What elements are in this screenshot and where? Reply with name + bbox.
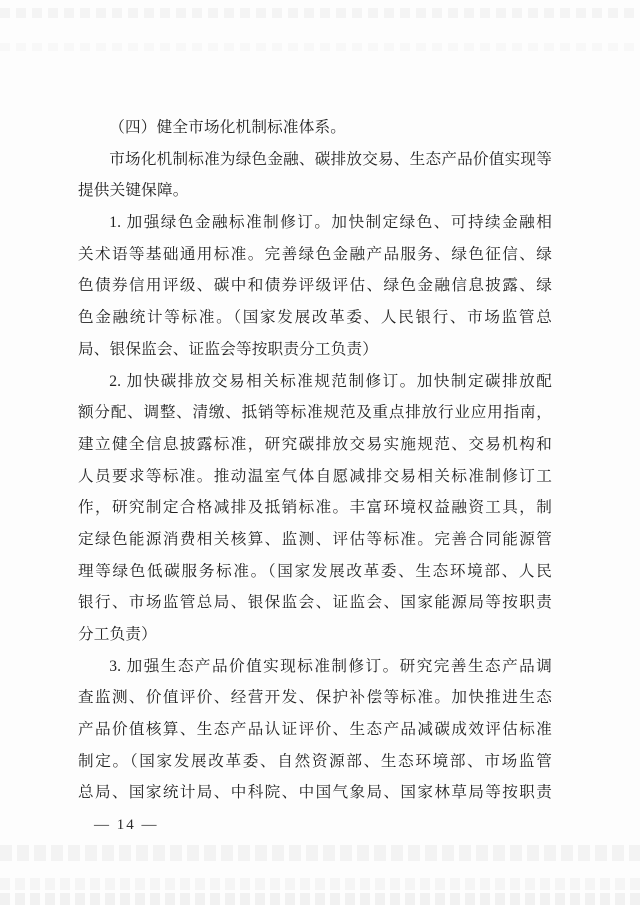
page-number: — 14 — bbox=[94, 817, 159, 833]
paragraph-line: 查监测、价值评价、经营开发、保护补偿等标准。加快推进生态 bbox=[78, 689, 552, 707]
list-item-3-line: 3. 加强生态产品价值实现标准制修订。研究完善生态产品调 bbox=[109, 657, 552, 675]
list-item-2-line: 2. 加快碳排放交易相关标准规范制修订。加快制定碳排放配 bbox=[109, 372, 552, 390]
paragraph-line: 分工负责） bbox=[78, 626, 157, 643]
paragraph-line: 关术语等基础通用标准。完善绿色金融产品服务、绿色征信、绿 bbox=[78, 245, 552, 263]
paragraph-line: 制定。（国家发展改革委、自然资源部、生态环境部、市场监管 bbox=[78, 752, 552, 770]
paragraph-line: 银行、市场监管总局、银保监会、证监会、国家能源局等按职责 bbox=[78, 594, 552, 612]
scan-bleed-row bbox=[0, 878, 640, 890]
paragraph-line: 产品价值核算、生态产品认证评价、生态产品减碳成效评估标准 bbox=[78, 721, 552, 739]
paragraph-line: 色金融统计等标准。（国家发展改革委、人民银行、市场监管总 bbox=[78, 309, 552, 327]
paragraph-line: 建立健全信息披露标准，研究碳排放交易实施规范、交易机构和 bbox=[78, 435, 552, 453]
paragraph-line: 额分配、调整、清缴、抵销等标准规范及重点排放行业应用指南， bbox=[78, 404, 552, 422]
paragraph-line: 作，研究制定合格减排及抵销标准。丰富环境权益融资工具，制 bbox=[78, 499, 552, 517]
scan-bleed-row bbox=[0, 43, 640, 51]
paragraph-line: 市场化机制标准为绿色金融、碳排放交易、生态产品价值实现等 bbox=[109, 150, 552, 168]
scan-bleed-row bbox=[0, 893, 640, 905]
scan-bleed-row bbox=[0, 845, 640, 861]
paragraph-line: 总局、国家统计局、中科院、中国气象局、国家林草局等按职责 bbox=[78, 784, 552, 802]
paragraph-line: 色债券信用评级、碳中和债券评级评估、绿色金融信息披露、绿 bbox=[78, 277, 552, 295]
scan-bleed-row bbox=[0, 8, 640, 18]
paragraph-line: 局、银保监会、证监会等按职责分工负责） bbox=[78, 340, 379, 358]
paragraph-line: 人员要求等标准。推动温室气体自愿减排交易相关标准制修订工 bbox=[78, 467, 552, 485]
document-body bbox=[78, 112, 552, 809]
paragraph-line: 理等绿色低碳服务标准。（国家发展改革委、生态环境部、人民 bbox=[78, 562, 552, 580]
paragraph-line: 定绿色能源消费相关核算、监测、评估等标准。完善合同能源管 bbox=[78, 530, 552, 548]
paragraph-line: 提供关键保障。 bbox=[78, 182, 189, 200]
section-heading: （四）健全市场化机制标准体系。 bbox=[109, 119, 347, 136]
list-item-1-line: 1. 加强绿色金融标准制修订。加快制定绿色、可持续金融相 bbox=[109, 214, 552, 232]
